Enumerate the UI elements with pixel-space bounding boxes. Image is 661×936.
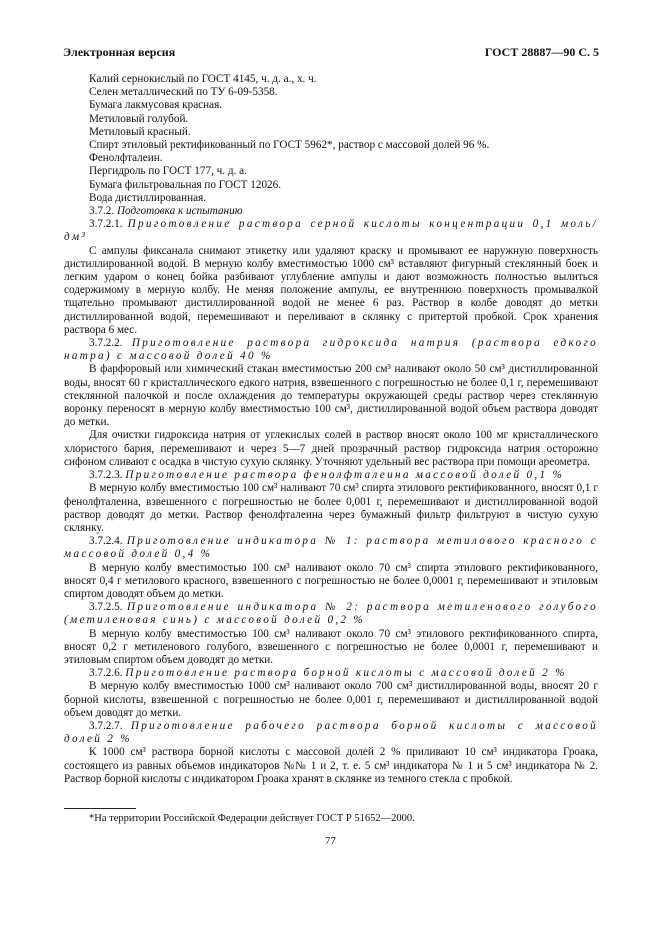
- section-title: Приготовление раствора гидроксида натрия (раствора едкого натра) с массовой долей 40 %: [64, 337, 599, 363]
- section-number: 3.7.2.4.: [89, 535, 123, 548]
- subsection-heading: [64, 720, 598, 746]
- section-title: Приготовление рабочего раствора борной кислоты с массовой долей 2 %: [64, 719, 599, 746]
- section-title: Приготовление индикатора № 2: раствора метиленового голубого (метиленовая синь) с массовой долей 0,2 %: [64, 601, 599, 627]
- reagent-item: Селен металлический по ТУ 6-09-5358.: [89, 86, 278, 99]
- footnote: *На территории Российской Федерации действует ГОСТ Р 51652—2000.: [89, 813, 415, 824]
- section-number: 3.7.2.: [89, 205, 115, 218]
- section-number: 3.7.2.3.: [89, 469, 123, 482]
- subsection-heading: [64, 601, 598, 627]
- section-title: Приготовление раствора фенолфталеина массовой долей 0,1 %: [125, 469, 565, 482]
- subsection-heading: [64, 337, 598, 363]
- reagent-item: Калий сернокислый по ГОСТ 4145, ч. д. а., х. ч.: [89, 73, 317, 85]
- section-title: Приготовление индикатора № 1: раствора метилового красного с массовой долей 0,4 %: [64, 535, 598, 561]
- reagent-item: Фенолфталеин.: [89, 152, 163, 165]
- reagent-item: Вода дистиллированная.: [89, 191, 207, 204]
- section-title: Подготовка к испытанию: [116, 205, 243, 218]
- paragraph: В фарфоровый или химический стакан вместимостью 200 см³ наливают около 50 см³ дистиллированной воды, вносят 60 г кристаллического едкого натрия, взвешенного с погрешностью не более 0,1 г, перемешивают стеклянной палочкой и после охлаждения до температуры окружающей среды раствор через стеклянную воронку переносят в мерную колбу вместимостью 100 см³, дистиллированной водой объем раствора доводят до метки.: [64, 363, 598, 429]
- section-number: 3.7.2.1.: [89, 218, 123, 231]
- section-number: 3.7.2.5.: [89, 601, 123, 614]
- section-number: 3.7.2.6.: [89, 667, 123, 680]
- paragraph: Для очистки гидроксида натрия от углекислых солей в раствор вносят около 100 мг кристаллического хлористого бария, перемешивают и через 5—7 дней прозрачный раствор гидроксида натрия осторожно сифоном сливают с осадка в чистую сухую склянку. Уточняют удельный вес раствора при помощи ареометра.: [64, 429, 598, 468]
- standard-page-header: ГОСТ 28887—90 С. 5: [484, 45, 599, 59]
- reagent-item: Метиловый голубой.: [89, 112, 189, 125]
- page-content: [64, 73, 598, 786]
- paragraph: С ампулы фиксанала снимают этикетку или удаляют краску и промывают ее наружную поверхность дистиллированной водой. В мерную колбу вместимостью 1000 см³ вставляют фигурный стеклянный боек и легким ударом о конец бойка разбивают углубление ампулы и дают возможность полностью вылиться содержимому в мерную колбу. Не меняя положение ампулы, ее внутреннюю поверхность промывалкой тщательно промывают дистиллированной водой не менее 6 раз. Раствор в колбе доводят до метки дистиллированной водой, перемешивают и переливают в склянку с притертой пробкой. Срок хранения раствора 6 мес.: [64, 244, 598, 336]
- reagent-item: Пергидроль по ГОСТ 177, ч. д. а.: [89, 165, 247, 178]
- paragraph: В мерную колбу вместимостью 100 см³ наливают около 70 см³ этилового ректификованного спирта, вносят 0,2 г метиленового голубого, взвешенного с погрешностью не более 0,0001 г, перемешивают и этиловым спиртом объем доводят до метки.: [64, 627, 598, 666]
- subsection-heading: [64, 535, 598, 561]
- reagent-item: Метиловый красный.: [89, 125, 191, 138]
- section-title: Приготовление раствора борной кислоты с массовой долей 2 %: [125, 667, 567, 680]
- reagent-item: Спирт этиловый ректификованный по ГОСТ 5962*, раствор с массовой долей 96 %.: [89, 139, 490, 152]
- footnote-divider: [64, 808, 136, 809]
- section-number: 3.7.2.2.: [89, 337, 123, 350]
- section-number: 3.7.2.7.: [89, 719, 123, 732]
- paragraph: В мерную колбу вместимостью 1000 см³ наливают около 700 см³ дистиллированной воды, вносят 20 г борной кислоты, взвешенной с погрешностью не более 0,001 г, перемешивают и дистиллированной водой объем доводят до метки.: [64, 680, 598, 719]
- reagents-list: [64, 73, 598, 205]
- edition-label: Электронная версия: [63, 45, 176, 59]
- paragraph: В мерную колбу вместимостью 100 см³ наливают около 70 см³ спирта этилового ректификованного, вносят 0,4 г метилового красного, взвешенного с погрешностью не более 0,0001 г, перемешивают и этиловым спиртом доводят объем до метки.: [64, 561, 598, 600]
- subsection-heading: [64, 469, 598, 482]
- subsection-heading: [64, 218, 598, 244]
- subsection-heading: [64, 667, 598, 680]
- reagent-item: Бумага лакмусовая красная.: [89, 99, 223, 112]
- paragraph: К 1000 см³ раствора борной кислоты с массовой долей 2 % приливают 10 см³ индикатора Гроака, состоящего из равных объемов индикаторов №№ 1 и 2, т. е. 5 см³ индикатора № 1 и 5 см³ индикатора № 2. Раствор борной кислоты с индикатором Гроака хранят в склянке из темного стекла с пробкой.: [64, 746, 598, 785]
- section-heading: [64, 205, 598, 218]
- paragraph: В мерную колбу вместимостью 100 см³ наливают 70 см³ спирта этилового ректификованного, вносят 0,1 г фенолфталеина, взвешенного с погрешностью не более 0,001 г, перемешивают и дистиллированной водой раствор доводят до метки. Раствор фенолфталеина через бумажный фильтр фильтруют в чистую сухую склянку.: [64, 482, 598, 534]
- section-title: Приготовление раствора серной кислоты концентрации 0,1 моль/дм³: [64, 218, 598, 244]
- reagent-item: Бумага фильтровальная по ГОСТ 12026.: [89, 178, 282, 191]
- page-number: 77: [325, 835, 336, 847]
